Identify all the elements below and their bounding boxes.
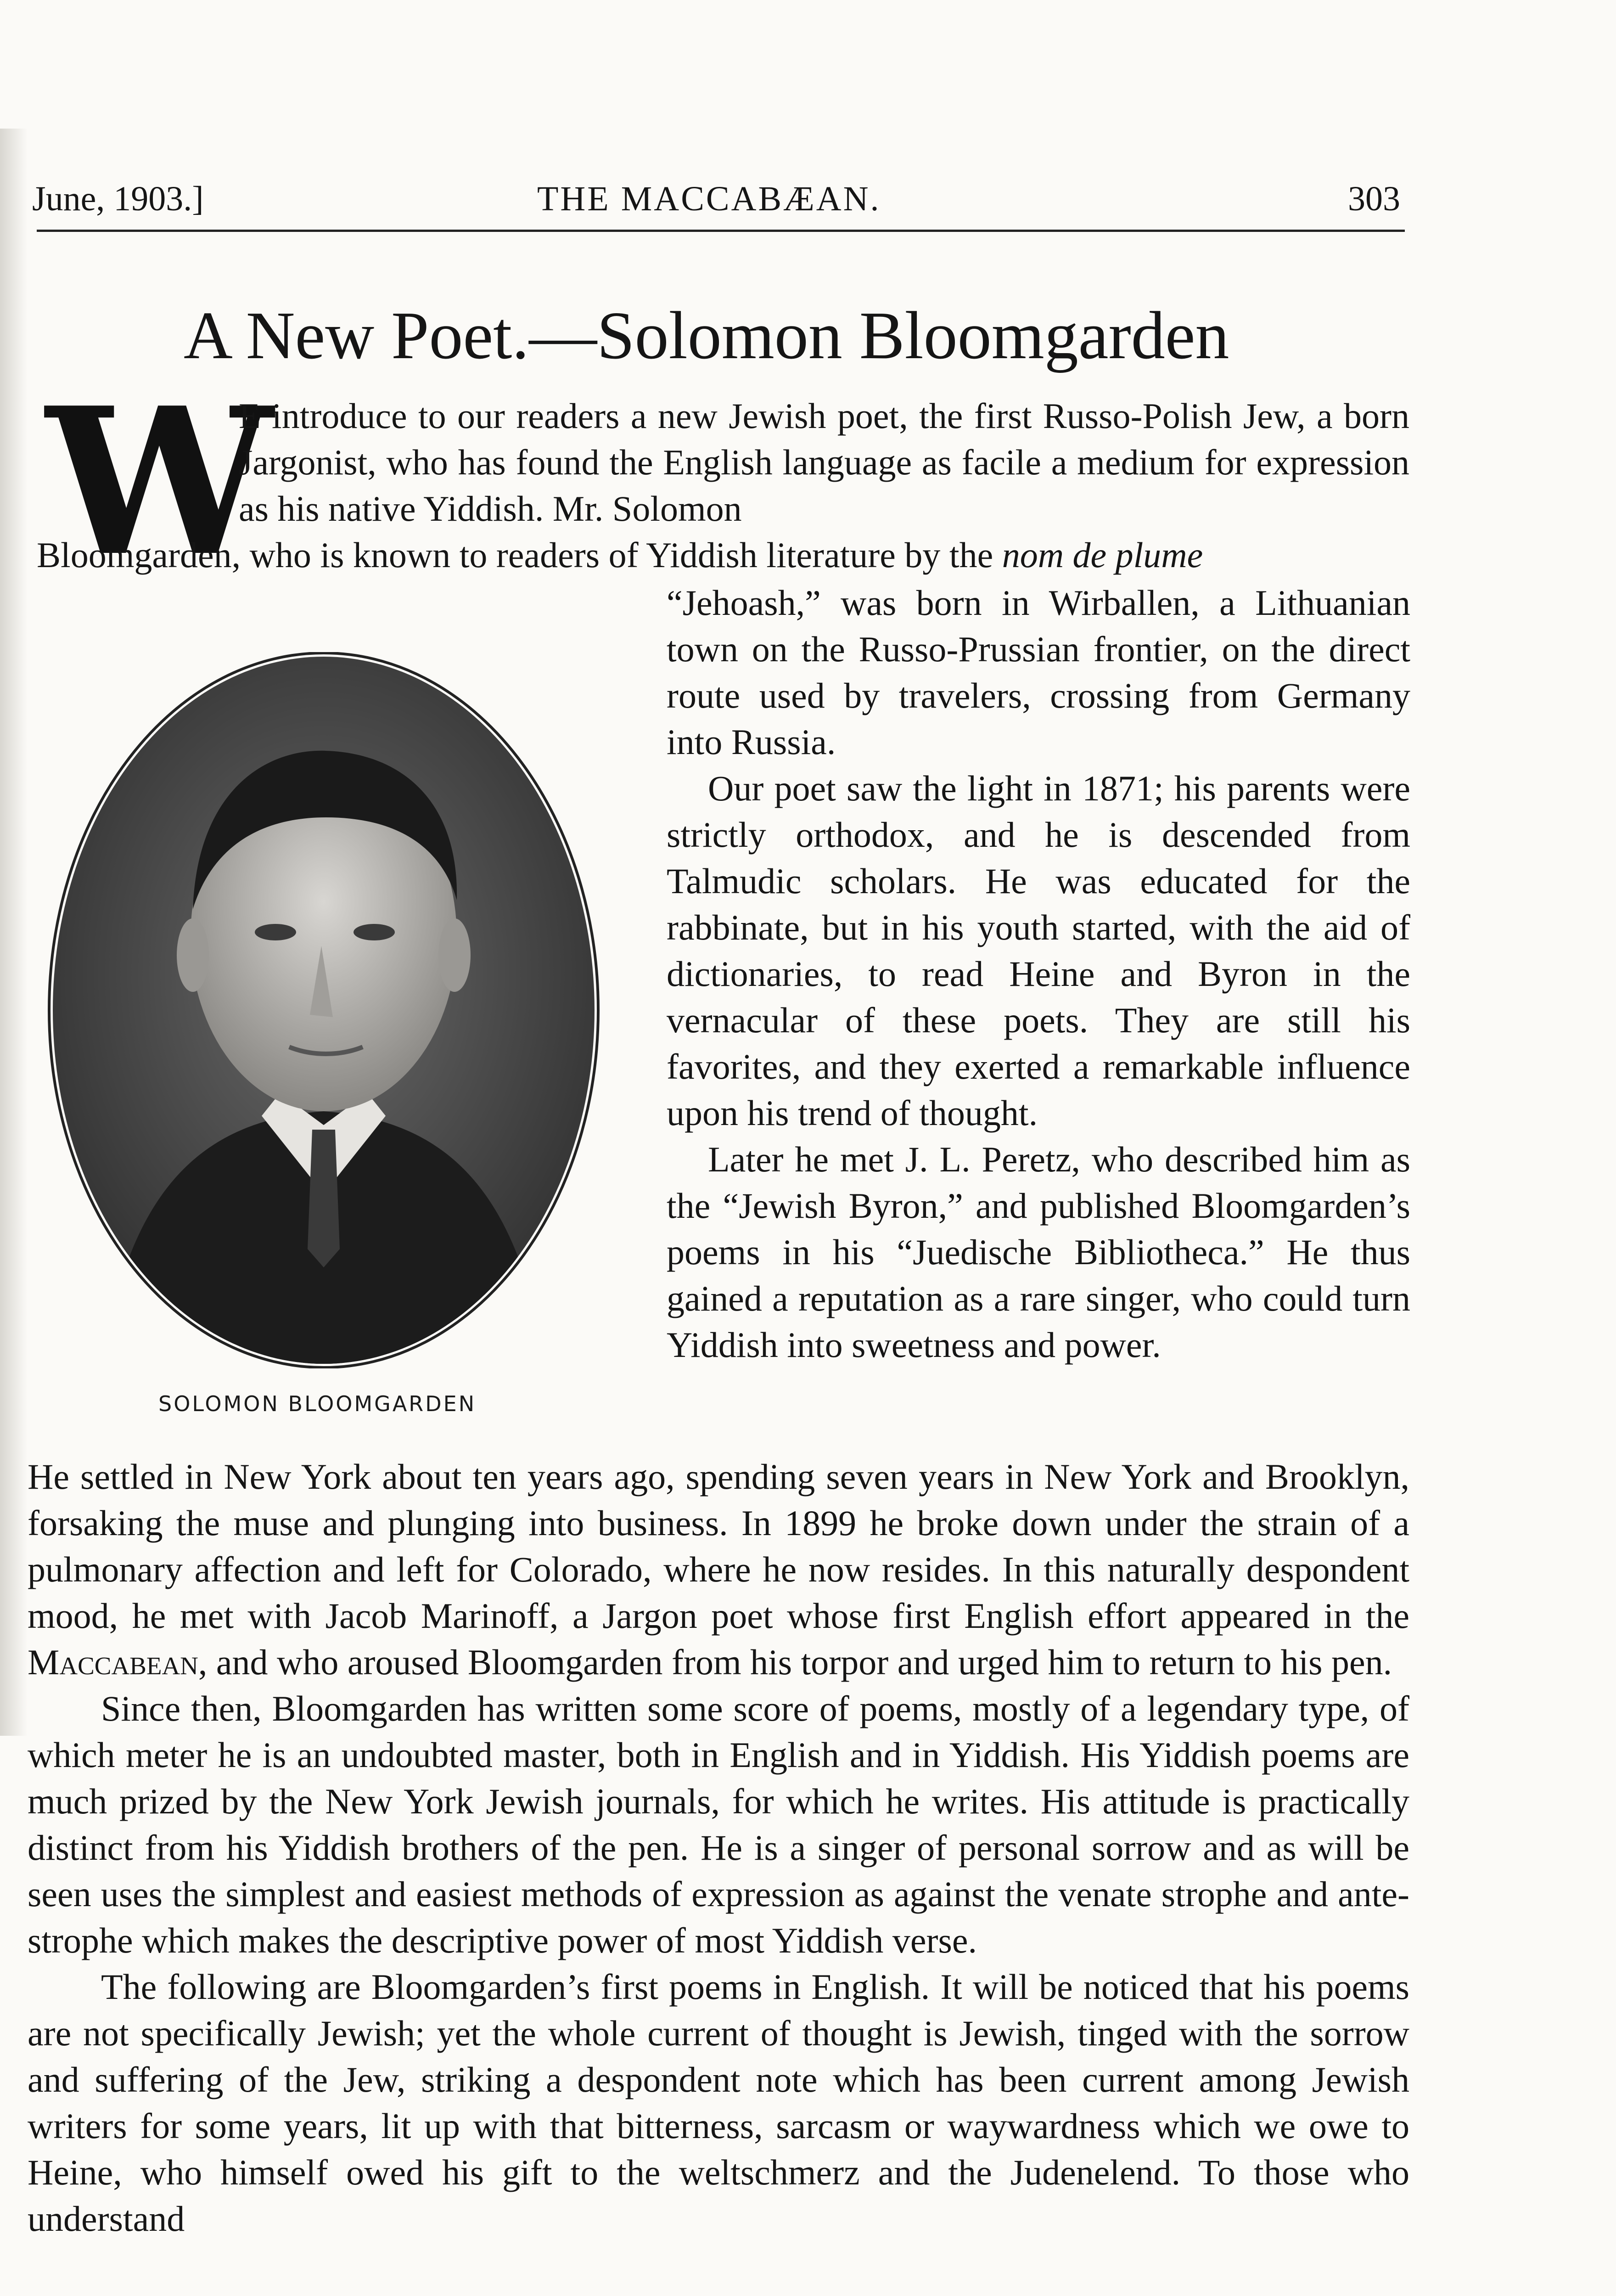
drop-cap: W <box>46 363 273 601</box>
bottom-p1-text-b: , and who aroused Bloomgarden from his torpor and urged him to return to his pen. <box>198 1642 1392 1682</box>
bottom-text <box>28 1453 1409 2242</box>
page-number: 303 <box>1348 180 1400 218</box>
journal-title: THE MACCABÆAN. <box>537 180 881 218</box>
article-title: A New Poet.—Solomon Bloomgarden <box>184 298 1229 373</box>
bottom-paragraph-2: Since then, Bloomgarden has written some score of poems, mostly of a legendary type, of which meter he is an undoubted master, both in English and in Yiddish. His Yiddish poems are much prized by the New York Jewish journals, for which he writes. His attitude is practically distinct from his Yiddish brothers of the pen. He is a singer of personal sorrow and as will be seen uses the simplest and easiest methods of expression as against the venate strophe and ante-strophe which makes the descriptive power of most Yiddish verse. <box>28 1688 1409 1960</box>
side-column <box>667 580 1410 1368</box>
issue-date: June, 1903.] <box>32 180 204 218</box>
portrait-figure <box>46 652 601 1368</box>
intro-indented-text: E introduce to our readers a new Jewish poet, the first Russo-Polish Jew, a born Jargonist, who has found the English language as facile a medium for expression as his native Yiddish. Mr. Solomon <box>239 396 1409 529</box>
nom-de-plume: nom de plume <box>1002 535 1203 575</box>
running-head <box>32 170 1400 216</box>
bottom-paragraph-3: The following are Bloomgarden’s first poems in English. It will be noticed that his poems are not specifically Jewish; yet the whole current of thought is Jewish, tinged with the sorrow and suffering of the Jew, striking a despondent note which has been current among Jewish writers for some years, lit up with that bitterness, sarcasm or waywardness which we owe to Heine, who himself owed his gift to the weltschmerz and the Judenelend. To those who understand <box>28 1967 1409 2239</box>
bottom-p1-text-a: He settled in New York about ten years ago, spending seven years in New York and Brooklyn, forsaking the muse and plunging into business. In 1899 he broke down under the strain of a pulmonary affection and left for Colorado, where he now resides. In this naturally despondent mood, he met with Jacob Marinoff, a Jargon poet whose first English effort appeared in the <box>28 1457 1409 1636</box>
side-paragraph-1: “Jehoash,” was born in Wirballen, a Lithuanian town on the Russo-Prussian frontier, on the direct route used by travelers, crossing from Germany into Russia. <box>667 583 1410 762</box>
side-paragraph-2: Our poet saw the light in 1871; his parents were strictly orthodox, and he is descended from Talmudic scholars. He was educated for the rabbinate, but in his youth started, with the aid of dictionaries, to read Heine and Byron in the vernacular of these poets. They are still his favorites, and they exerted a remarkable influence upon his trend of thought. <box>667 768 1410 1133</box>
maccabean-ref: Maccabean <box>28 1642 198 1682</box>
binding-gutter <box>0 129 28 1736</box>
bottom-paragraph-1 <box>28 1453 1409 1685</box>
header-rule <box>37 230 1405 232</box>
portrait-caption: SOLOMON BLOOMGARDEN <box>158 1391 477 1416</box>
intro-continued-text: Bloomgarden, who is known to readers of Yiddish literature by the <box>37 535 1002 575</box>
side-paragraph-3: Later he met J. L. Peretz, who described him as the “Jewish Byron,” and published Bloomgarden’s poems in his “Juedische Bibliotheca.” He thus gained a reputation as a rare singer, who could turn Yiddish into sweetness and power. <box>667 1139 1410 1365</box>
intro-paragraph <box>37 363 1409 601</box>
portrait-photo <box>46 652 601 1368</box>
